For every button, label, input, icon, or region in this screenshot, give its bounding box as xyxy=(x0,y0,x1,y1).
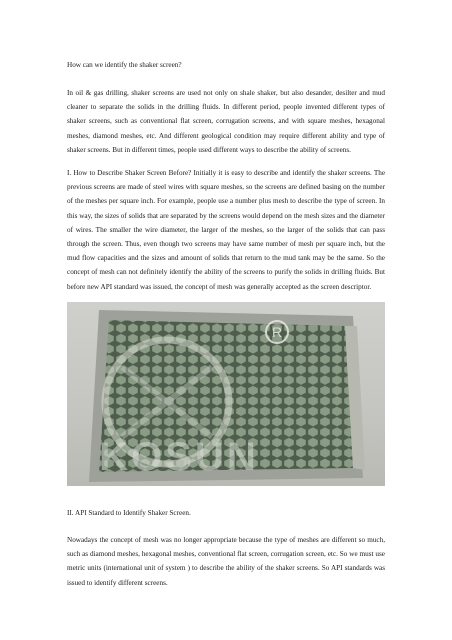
section-one-paragraph xyxy=(67,166,385,294)
shaker-screen-photo xyxy=(67,302,385,486)
section-two-numeral: II. xyxy=(67,509,74,517)
kosun-watermark: KOSUN xyxy=(99,435,259,479)
section-two-heading xyxy=(67,506,385,520)
section-one-numeral: I. xyxy=(67,169,72,177)
question-heading: How can we identify the shaker screen? xyxy=(67,61,182,69)
section-two-paragraph: Nowadays the concept of mesh was no longer appropriate because the type of meshes are different so much, such as diamond meshes, hexagonal meshes, conventional flat screen, corrugation screen, etc. So we must use metric units (international unit of system ) to describe the ability of the shaker screens. So API standards was issued to identify different screens. xyxy=(67,536,385,587)
section-two-heading-text: API Standard to Identify Shaker Screen. xyxy=(75,509,191,517)
section-one-text: How to Describe Shaker Screen Before? Initially it is easy to describe and identify the shaker screens. The previous screens are made of steel wires with square meshes, so the screens are defined basing on the number of the meshes per square inch. For example, people use a number plus mesh to describe the type of screen. In this way, the sizes of solids that are separated by the screens would depend on the mesh sizes and the diameter of wires. The smaller the wire diameter, the larger of the meshes, so the larger of the solids that can pass through the screen. Thus, even though two screens may have same number of mesh per square inch, but the mud flow capacities and the sizes and amount of solids that return to the mud tank may be the same. So the concept of mesh can not definitely identify the ability of the screens to purify the solids in drilling fluids. But before new API standard was issued, the concept of mesh was generally accepted as the screen descriptor. xyxy=(67,169,386,291)
intro-paragraph: In oil & gas drilling, shaker screens are used not only on shale shaker, but also desander, desilter and mud cleaner to separate the solids in the drilling fluids. In different period, people invented different types of shaker screens, such as conventional flat screen, corrugation screens, and with square meshes, hexagonal meshes, diamond meshes, etc. And different geological condition may require different ability and type of shaker screens. But in different times, people used different ways to describe the ability of screens. xyxy=(67,89,385,154)
registered-mark: R xyxy=(271,324,283,340)
